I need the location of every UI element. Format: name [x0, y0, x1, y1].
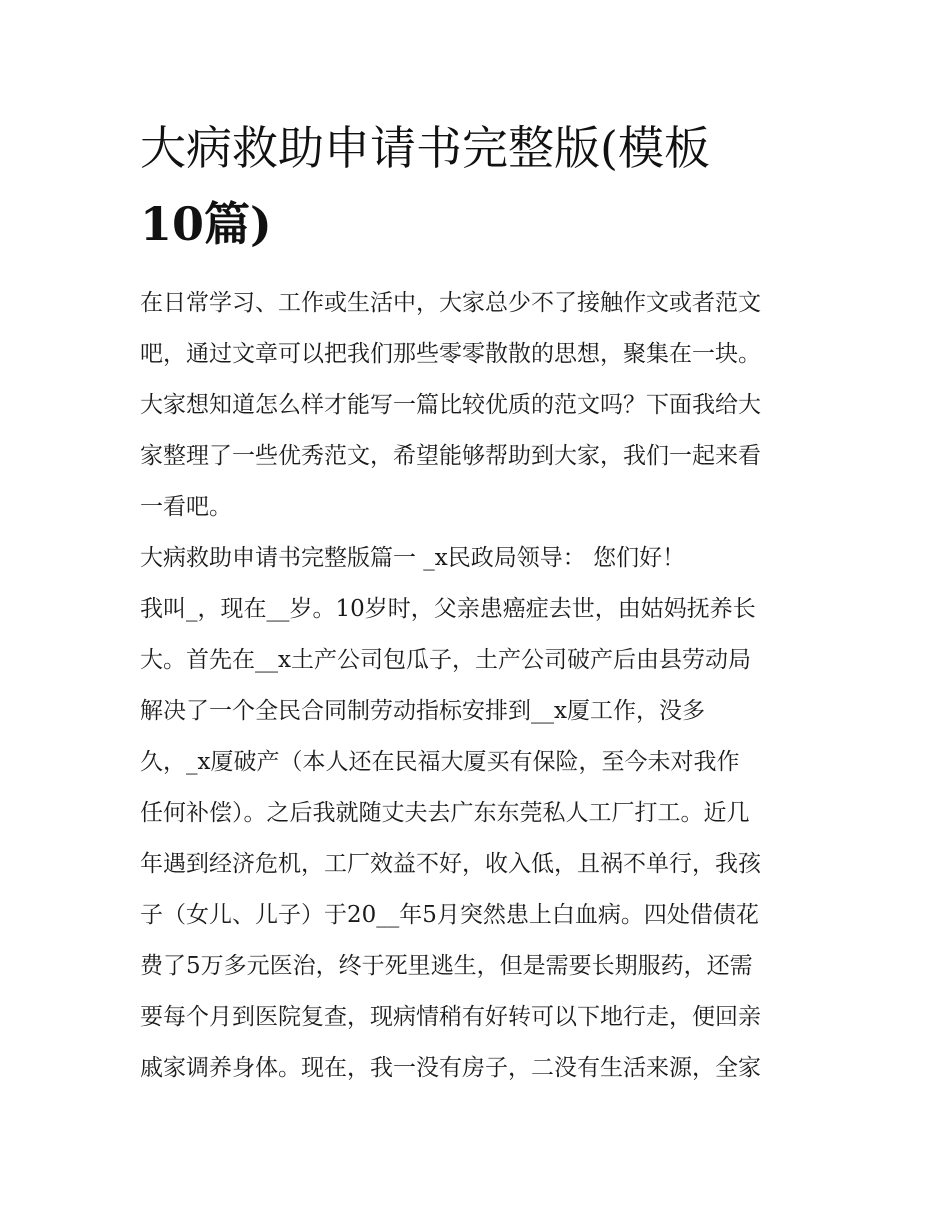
document-body [140, 278, 820, 1094]
body-line: 年遇到经济危机，工厂效益不好，收入低，且祸不单行，我孩 [140, 851, 761, 877]
section-heading-line: 大病救助申请书完整版篇一 _x民政局领导： 您们好！ [140, 545, 686, 571]
body-line: 一看吧。 [140, 494, 232, 520]
body-line: 久，_x厦破产（本人还在民福大厦买有保险，至今未对我作 [140, 749, 740, 775]
body-line: 费了5万多元医治，终于死里逃生，但是需要长期服药，还需 [140, 953, 753, 979]
body-line: 戚家调养身体。现在，我一没有房子，二没有生活来源，全家 [140, 1055, 761, 1081]
body-line: 大家想知道怎么样才能写一篇比较优质的范文吗？下面我给大 [140, 392, 761, 418]
body-line: 子（女儿、儿子）于20__年5月突然患上白血病。四处借债花 [140, 902, 759, 928]
document-title [140, 110, 820, 262]
body-line: 解决了一个全民合同制劳动指标安排到__x厦工作，没多 [140, 698, 705, 724]
body-line: 我叫_，现在__岁。10岁时，父亲患癌症去世，由姑妈抚养长 [140, 596, 756, 622]
body-line: 在日常学习、工作或生活中，大家总少不了接触作文或者范文 [140, 290, 761, 316]
body-line: 任何补偿）。之后我就随丈夫去广东东莞私人工厂打工。近几 [140, 800, 750, 826]
body-line: 大。首先在__x土产公司包瓜子，土产公司破产后由县劳动局 [140, 647, 751, 673]
body-line: 家整理了一些优秀范文，希望能够帮助到大家，我们一起来看 [140, 443, 761, 469]
body-line: 要每个月到医院复查，现病情稍有好转可以下地行走，便回亲 [140, 1004, 761, 1030]
title-line-2: 10篇) [140, 197, 272, 251]
body-line: 吧，通过文章可以把我们那些零零散散的思想，聚集在一块。 [140, 341, 761, 367]
title-line-1: 大病救助申请书完整版(模板 [140, 121, 710, 175]
